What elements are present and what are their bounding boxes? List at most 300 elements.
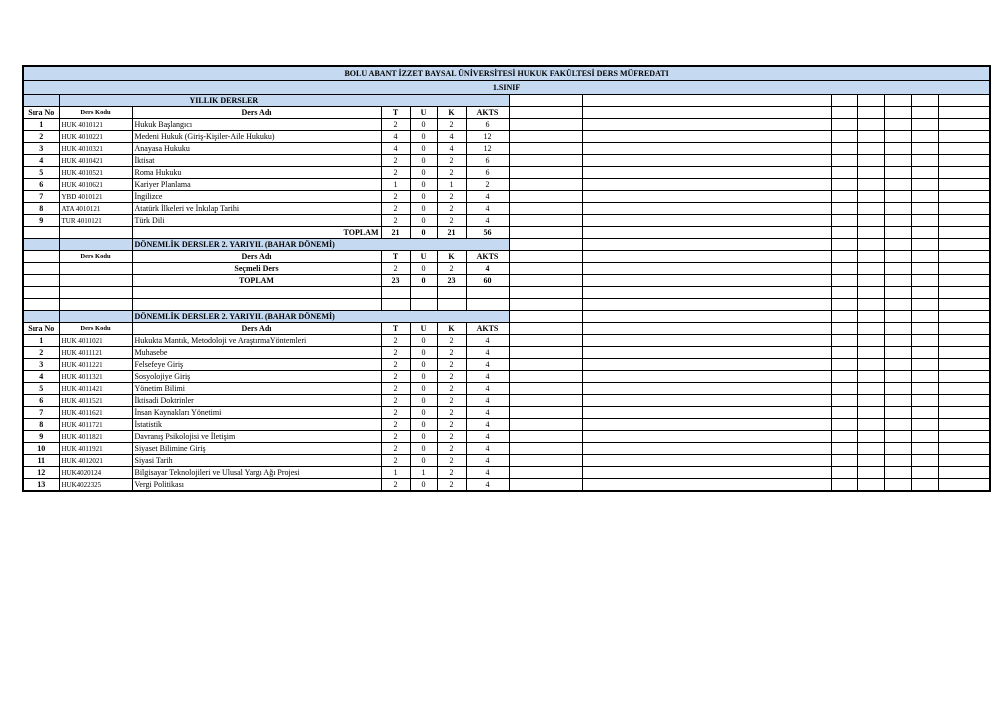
empty-cell <box>938 263 990 275</box>
empty-cell <box>884 347 911 359</box>
row-no: 5 <box>23 383 59 395</box>
empty-cell <box>831 383 857 395</box>
row-no: 6 <box>23 179 59 191</box>
class-label: 1.SINIF <box>23 81 990 95</box>
empty-cell <box>884 299 911 311</box>
row-akts: 4 <box>466 479 509 492</box>
header-no: Sıra No <box>23 323 59 335</box>
row-k: 2 <box>437 443 466 455</box>
row-t: 2 <box>381 263 410 275</box>
table-row <box>23 191 990 203</box>
empty-cell <box>857 227 884 239</box>
empty-cell <box>938 179 990 191</box>
table-row <box>23 203 990 215</box>
empty-cell <box>884 359 911 371</box>
row-code: TUR 4010121 <box>59 215 132 227</box>
row-no: 12 <box>23 467 59 479</box>
row-code: HUK 4011821 <box>59 431 132 443</box>
row-k: 2 <box>437 191 466 203</box>
row-akts: 12 <box>466 143 509 155</box>
empty-cell <box>857 455 884 467</box>
empty-cell <box>938 431 990 443</box>
row-name: Türk Dili <box>132 215 381 227</box>
header-u: U <box>410 107 437 119</box>
table-row <box>23 479 990 492</box>
empty-cell <box>509 347 582 359</box>
row-name: Roma Hukuku <box>132 167 381 179</box>
row-u: 0 <box>410 395 437 407</box>
empty-cell <box>831 347 857 359</box>
empty-cell <box>911 455 938 467</box>
header-code: Ders Kodu <box>59 107 132 119</box>
empty-cell <box>857 107 884 119</box>
empty-cell <box>437 287 466 299</box>
empty-cell <box>509 479 582 492</box>
row-code: HUK 4010621 <box>59 179 132 191</box>
row-u: 0 <box>410 263 437 275</box>
class-row <box>23 81 990 95</box>
empty-cell <box>509 239 582 251</box>
total-row <box>23 227 990 239</box>
empty-cell <box>884 155 911 167</box>
empty-cell <box>831 359 857 371</box>
empty-cell <box>884 251 911 263</box>
row-k: 2 <box>437 347 466 359</box>
row-code: HUK 4011721 <box>59 419 132 431</box>
empty-cell <box>938 239 990 251</box>
empty-cell <box>582 107 831 119</box>
empty-cell <box>938 275 990 287</box>
cell <box>23 275 59 287</box>
empty-cell <box>132 299 381 311</box>
section-title: DÖNEMLİK DERSLER 2. YARIYIL (BAHAR DÖNEMİ) <box>132 239 509 251</box>
row-akts: 4 <box>466 263 509 275</box>
row-no: 6 <box>23 395 59 407</box>
empty-cell <box>831 395 857 407</box>
row-t: 2 <box>381 395 410 407</box>
row-akts: 2 <box>466 179 509 191</box>
empty-cell <box>884 455 911 467</box>
cell <box>23 311 59 323</box>
empty-cell <box>911 383 938 395</box>
empty-cell <box>911 479 938 492</box>
row-code: HUK 4010321 <box>59 143 132 155</box>
row-akts: 4 <box>466 371 509 383</box>
empty-cell <box>509 131 582 143</box>
row-name: Sosyolojiye Giriş <box>132 371 381 383</box>
row-code: ATA 4010121 <box>59 203 132 215</box>
empty-cell <box>911 395 938 407</box>
row-k: 2 <box>437 455 466 467</box>
empty-row <box>23 287 990 299</box>
row-k: 2 <box>437 479 466 492</box>
empty-cell <box>938 119 990 131</box>
row-code: HUK 4011621 <box>59 407 132 419</box>
empty-cell <box>938 131 990 143</box>
empty-cell <box>509 323 582 335</box>
row-akts: 12 <box>466 131 509 143</box>
total-t: 23 <box>381 275 410 287</box>
row-k: 2 <box>437 359 466 371</box>
header-k: K <box>437 323 466 335</box>
empty-cell <box>857 371 884 383</box>
row-code: HUK 4011521 <box>59 395 132 407</box>
empty-cell <box>884 107 911 119</box>
header-k: K <box>437 107 466 119</box>
empty-cell <box>831 227 857 239</box>
empty-cell <box>857 335 884 347</box>
empty-cell <box>857 443 884 455</box>
empty-cell <box>857 383 884 395</box>
empty-cell <box>509 179 582 191</box>
empty-cell <box>911 287 938 299</box>
empty-cell <box>831 323 857 335</box>
empty-cell <box>582 215 831 227</box>
cell <box>59 239 132 251</box>
empty-cell <box>582 407 831 419</box>
empty-cell <box>911 419 938 431</box>
row-u: 0 <box>410 335 437 347</box>
cell <box>23 251 59 263</box>
row-name: Hukuk Başlangıcı <box>132 119 381 131</box>
empty-cell <box>831 455 857 467</box>
empty-cell <box>857 287 884 299</box>
empty-cell <box>857 419 884 431</box>
empty-cell <box>938 407 990 419</box>
empty-cell <box>938 203 990 215</box>
empty-cell <box>582 131 831 143</box>
row-t: 4 <box>381 131 410 143</box>
empty-cell <box>884 407 911 419</box>
row-t: 4 <box>381 143 410 155</box>
empty-cell <box>582 203 831 215</box>
empty-cell <box>884 143 911 155</box>
empty-cell <box>857 467 884 479</box>
empty-cell <box>911 359 938 371</box>
empty-cell <box>857 299 884 311</box>
row-code: HUK 4012021 <box>59 455 132 467</box>
empty-cell <box>831 299 857 311</box>
empty-cell <box>884 227 911 239</box>
row-code: HUK4022325 <box>59 479 132 492</box>
empty-cell <box>911 335 938 347</box>
empty-cell <box>911 143 938 155</box>
row-k: 1 <box>437 179 466 191</box>
empty-cell <box>831 95 857 107</box>
header-row <box>23 323 990 335</box>
row-no: 4 <box>23 371 59 383</box>
table-row <box>23 335 990 347</box>
empty-cell <box>582 359 831 371</box>
empty-cell <box>938 251 990 263</box>
header-akts: AKTS <box>466 107 509 119</box>
row-code: HUK 4010521 <box>59 167 132 179</box>
row-u: 0 <box>410 347 437 359</box>
header-name: Ders Adı <box>132 251 381 263</box>
row-t: 2 <box>381 371 410 383</box>
section-title: DÖNEMLİK DERSLER 2. YARIYIL (BAHAR DÖNEMİ) <box>132 311 509 323</box>
empty-cell <box>23 287 59 299</box>
empty-cell <box>381 299 410 311</box>
empty-cell <box>582 383 831 395</box>
empty-cell <box>381 287 410 299</box>
empty-cell <box>410 287 437 299</box>
row-akts: 4 <box>466 455 509 467</box>
empty-cell <box>509 419 582 431</box>
empty-cell <box>831 431 857 443</box>
empty-cell <box>582 371 831 383</box>
empty-cell <box>831 335 857 347</box>
cell <box>59 311 132 323</box>
table-row <box>23 371 990 383</box>
empty-cell <box>857 95 884 107</box>
total-akts: 56 <box>466 227 509 239</box>
cell <box>23 95 59 107</box>
empty-cell <box>884 479 911 492</box>
row-akts: 4 <box>466 191 509 203</box>
empty-cell <box>509 371 582 383</box>
row-no: 3 <box>23 143 59 155</box>
row-u: 0 <box>410 419 437 431</box>
row-no: 11 <box>23 455 59 467</box>
table-row <box>23 359 990 371</box>
row-name: Vergi Politikası <box>132 479 381 492</box>
empty-cell <box>938 347 990 359</box>
section-title: YILLIK DERSLER <box>59 95 509 107</box>
empty-cell <box>582 95 831 107</box>
empty-cell <box>911 203 938 215</box>
empty-cell <box>857 155 884 167</box>
empty-cell <box>884 323 911 335</box>
empty-cell <box>857 179 884 191</box>
empty-cell <box>582 443 831 455</box>
empty-cell <box>831 191 857 203</box>
empty-cell <box>884 179 911 191</box>
empty-cell <box>911 167 938 179</box>
empty-cell <box>884 119 911 131</box>
empty-cell <box>582 143 831 155</box>
empty-cell <box>857 275 884 287</box>
empty-cell <box>831 215 857 227</box>
empty-cell <box>857 395 884 407</box>
empty-cell <box>509 191 582 203</box>
empty-cell <box>831 263 857 275</box>
empty-cell <box>857 191 884 203</box>
table-row <box>23 431 990 443</box>
empty-cell <box>938 155 990 167</box>
empty-cell <box>831 239 857 251</box>
empty-cell <box>831 311 857 323</box>
empty-cell <box>857 359 884 371</box>
row-akts: 4 <box>466 359 509 371</box>
row-no: 8 <box>23 419 59 431</box>
empty-cell <box>938 299 990 311</box>
row-no: 2 <box>23 131 59 143</box>
row-name: Yönetim Bilimi <box>132 383 381 395</box>
empty-cell <box>884 275 911 287</box>
empty-cell <box>509 251 582 263</box>
empty-cell <box>857 239 884 251</box>
row-k: 2 <box>437 371 466 383</box>
row-code: HUK 4010221 <box>59 131 132 143</box>
row-no: 9 <box>23 215 59 227</box>
empty-cell <box>582 287 831 299</box>
empty-cell <box>911 119 938 131</box>
empty-cell <box>831 131 857 143</box>
table-row <box>23 383 990 395</box>
row-no: 9 <box>23 431 59 443</box>
empty-cell <box>911 263 938 275</box>
table-row <box>23 131 990 143</box>
row-t: 2 <box>381 167 410 179</box>
row-t: 2 <box>381 203 410 215</box>
section-row <box>23 95 990 107</box>
empty-cell <box>884 167 911 179</box>
empty-cell <box>831 287 857 299</box>
empty-cell <box>884 239 911 251</box>
header-row <box>23 107 990 119</box>
empty-cell <box>509 467 582 479</box>
empty-cell <box>938 479 990 492</box>
empty-cell <box>582 239 831 251</box>
row-k: 2 <box>437 335 466 347</box>
cell <box>23 239 59 251</box>
row-akts: 4 <box>466 431 509 443</box>
row-u: 0 <box>410 431 437 443</box>
header-akts: AKTS <box>466 251 509 263</box>
table-row <box>23 155 990 167</box>
row-t: 2 <box>381 347 410 359</box>
total-akts: 60 <box>466 275 509 287</box>
table-row <box>23 179 990 191</box>
row-k: 4 <box>437 143 466 155</box>
row-akts: 4 <box>466 407 509 419</box>
empty-cell <box>884 335 911 347</box>
empty-cell <box>582 335 831 347</box>
empty-cell <box>831 167 857 179</box>
empty-cell <box>509 95 582 107</box>
row-t: 2 <box>381 407 410 419</box>
table-row <box>23 119 990 131</box>
empty-cell <box>23 299 59 311</box>
empty-cell <box>938 215 990 227</box>
row-k: 2 <box>437 419 466 431</box>
row-name: Siyasi Tarih <box>132 455 381 467</box>
total-label: TOPLAM <box>132 227 381 239</box>
row-t: 1 <box>381 179 410 191</box>
empty-cell <box>911 95 938 107</box>
row-code: HUK 4011421 <box>59 383 132 395</box>
empty-cell <box>831 107 857 119</box>
row-u: 0 <box>410 371 437 383</box>
table-row <box>23 419 990 431</box>
row-u: 0 <box>410 479 437 492</box>
empty-cell <box>831 419 857 431</box>
row-code: HUK 4010421 <box>59 155 132 167</box>
header-t: T <box>381 323 410 335</box>
empty-cell <box>582 263 831 275</box>
empty-cell <box>582 455 831 467</box>
empty-cell <box>884 395 911 407</box>
empty-cell <box>884 215 911 227</box>
empty-cell <box>509 215 582 227</box>
empty-cell <box>911 443 938 455</box>
empty-cell <box>911 107 938 119</box>
empty-cell <box>911 251 938 263</box>
empty-cell <box>509 263 582 275</box>
empty-cell <box>884 371 911 383</box>
header-row <box>23 251 990 263</box>
empty-cell <box>509 227 582 239</box>
section-row <box>23 239 990 251</box>
empty-cell <box>582 299 831 311</box>
empty-cell <box>938 191 990 203</box>
row-code: HUK 4011021 <box>59 335 132 347</box>
header-t: T <box>381 251 410 263</box>
total-label: TOPLAM <box>132 275 381 287</box>
empty-cell <box>911 371 938 383</box>
row-t: 2 <box>381 419 410 431</box>
empty-cell <box>509 443 582 455</box>
empty-cell <box>938 467 990 479</box>
row-name: İnsan Kaynakları Yönetimi <box>132 407 381 419</box>
row-name: Davranış Psikolojisi ve İletişim <box>132 431 381 443</box>
empty-cell <box>911 215 938 227</box>
row-name: Medeni Hukuk (Giriş-Kişiler-Aile Hukuku) <box>132 131 381 143</box>
row-k: 2 <box>437 263 466 275</box>
empty-cell <box>911 131 938 143</box>
empty-cell <box>938 323 990 335</box>
row-k: 2 <box>437 383 466 395</box>
empty-cell <box>509 275 582 287</box>
empty-cell <box>582 467 831 479</box>
row-akts: 4 <box>466 419 509 431</box>
row-u: 0 <box>410 215 437 227</box>
empty-cell <box>59 299 132 311</box>
empty-cell <box>509 455 582 467</box>
empty-cell <box>857 311 884 323</box>
empty-cell <box>582 395 831 407</box>
empty-cell <box>911 407 938 419</box>
row-code: HUK 4011921 <box>59 443 132 455</box>
row-name: İstatistik <box>132 419 381 431</box>
empty-cell <box>884 383 911 395</box>
curriculum-table <box>22 65 991 492</box>
empty-cell <box>938 287 990 299</box>
empty-cell <box>884 287 911 299</box>
empty-cell <box>509 311 582 323</box>
row-u: 0 <box>410 203 437 215</box>
table-row <box>23 407 990 419</box>
table-row <box>23 443 990 455</box>
empty-cell <box>911 191 938 203</box>
empty-cell <box>582 167 831 179</box>
page-title: BOLU ABANT İZZET BAYSAL ÜNİVERSİTESİ HUKUK FAKÜLTESİ DERS MÜFREDATI <box>23 66 990 81</box>
row-k: 2 <box>437 155 466 167</box>
empty-cell <box>831 179 857 191</box>
empty-cell <box>857 131 884 143</box>
table-row <box>23 263 990 275</box>
empty-cell <box>509 431 582 443</box>
empty-cell <box>884 203 911 215</box>
empty-cell <box>938 95 990 107</box>
row-name: Siyaset Bilimine Giriş <box>132 443 381 455</box>
row-t: 2 <box>381 455 410 467</box>
row-t: 2 <box>381 155 410 167</box>
empty-cell <box>831 467 857 479</box>
empty-cell <box>831 371 857 383</box>
total-u: 0 <box>410 227 437 239</box>
